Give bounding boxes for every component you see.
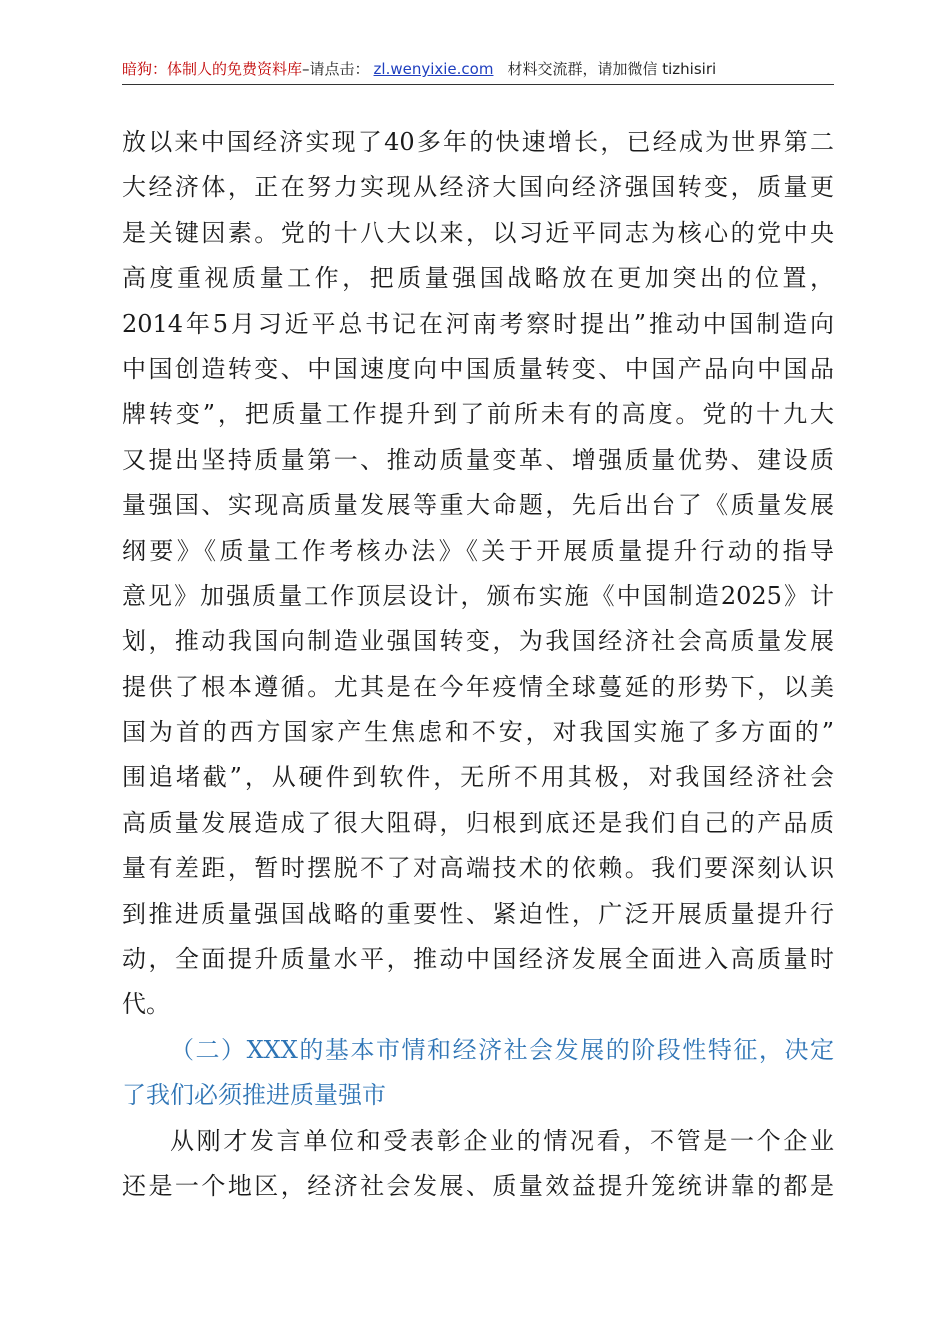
- header-link[interactable]: zl.wenyixie.com: [373, 60, 494, 78]
- paragraph-line: 到推进质量强国战略的重要性、紧迫性，广泛开展质量提升行: [122, 899, 834, 928]
- paragraph-line: 还是一个地区，经济社会发展、质量效益提升笼统讲靠的都是: [122, 1171, 834, 1200]
- paragraph-line: 围追堵截”，从硬件到软件，无所不用其极，对我国经济社会: [122, 763, 834, 792]
- paragraph-line: 高度重视质量工作，把质量强国战略放在更加突出的位置，: [122, 264, 834, 293]
- header-contact: 材料交流群，请加微信 tizhisiri: [507, 60, 717, 78]
- section-heading-line: （二）XXX的基本市情和经济社会发展的阶段性特征，决定: [170, 1035, 834, 1064]
- paragraph-line: 国为首的西方国家产生焦虑和不安，对我国实施了多方面的”: [122, 718, 834, 747]
- paragraph-line: 放以来中国经济实现了40多年的快速增长，已经成为世界第二: [122, 128, 834, 156]
- paragraph-line: 意见》加强质量工作顶层设计，颁布实施《中国制造2025》计: [122, 581, 834, 610]
- paragraph-line: 中国创造转变、中国速度向中国质量转变、中国产品向中国品: [122, 354, 834, 383]
- paragraph-line: 纲要》《质量工作考核办法》《关于开展质量提升行动的指导: [122, 536, 834, 565]
- paragraph-line: 从刚才发言单位和受表彰企业的情况看，不管是一个企业: [170, 1126, 834, 1155]
- paragraph-line: 是关键因素。党的十八大以来，以习近平同志为核心的党中央: [122, 218, 834, 247]
- header-prompt: –请点击：: [302, 60, 370, 78]
- paragraph-line: 大经济体，正在努力实现从经济大国向经济强国转变，质量更: [122, 173, 834, 202]
- header-divider: [122, 84, 834, 85]
- paragraph-line: 量有差距，暂时摆脱不了对高端技术的依赖。我们要深刻认识: [122, 854, 834, 883]
- header-site-name: 暗狗：体制人的免费资料库: [122, 60, 303, 78]
- paragraph-line: 又提出坚持质量第一、推动质量变革、增强质量优势、建设质: [122, 445, 834, 474]
- paragraph-line: 2014年5月习近平总书记在河南考察时提出”推动中国制造向: [122, 309, 834, 338]
- paragraph-line: 高质量发展造成了很大阻碍，归根到底还是我们自己的产品质: [122, 808, 834, 837]
- paragraph-line: 量强国、实现高质量发展等重大命题，先后出台了《质量发展: [122, 491, 834, 520]
- paragraph-line: 代。: [122, 990, 170, 1019]
- section-heading-line: 了我们必须推进质量强市: [122, 1081, 386, 1110]
- page-header: [122, 58, 834, 84]
- paragraph-line: 牌转变”，把质量工作提升到了前所未有的高度。党的十九大: [122, 400, 834, 429]
- paragraph-line: 提供了根本遵循。尤其是在今年疫情全球蔓延的形势下，以美: [122, 672, 834, 701]
- paragraph-line: 划，推动我国向制造业强国转变，为我国经济社会高质量发展: [122, 627, 834, 656]
- paragraph-line: 动，全面提升质量水平，推动中国经济发展全面进入高质量时: [122, 945, 834, 974]
- document-body: [122, 120, 834, 1209]
